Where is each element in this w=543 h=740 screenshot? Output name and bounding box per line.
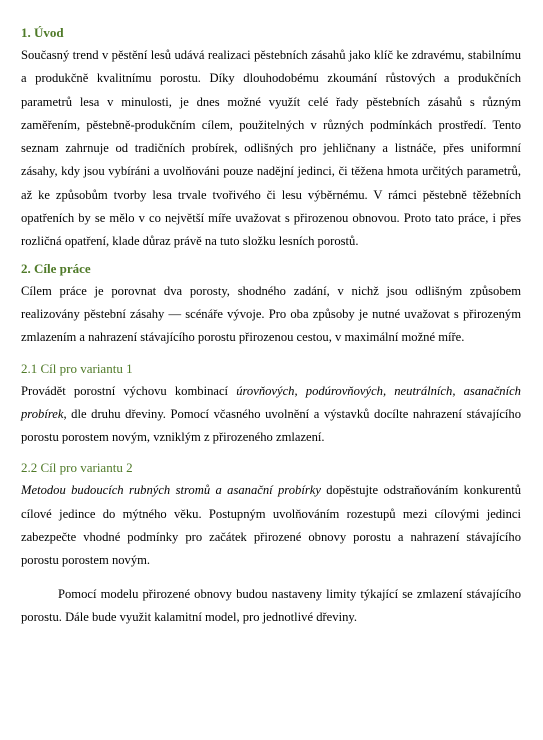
section-heading-goals: 2. Cíle práce bbox=[21, 260, 91, 276]
variant-2-text-b: dopěstujte odstraňováním konkurentů cílové jedince do mýtného věku. Postupným uvolňováním rozestupů mezi cílovými jedinci zabezpečte vhodné podmínky pro začátek přirozené obnovy porostu a nahrazení stávajícího porostu porostem novým. bbox=[21, 483, 521, 568]
variant-1-text-a: Provádět porostní výchovu kombinací bbox=[21, 383, 237, 398]
variant-1-text-b: , dle druhu dřeviny. Pomocí včasného uvolnění a výstavků docílte nahrazení stávajícího porostu porostem novým, vzniklým z přirozeného zmlazení. bbox=[21, 406, 521, 445]
section-heading-introduction: 1. Úvod bbox=[21, 25, 64, 40]
subsection-heading-variant-1: 2.1 Cíl pro variantu 1 bbox=[21, 360, 133, 376]
document-page bbox=[21, 24, 521, 629]
variant-1-italic-methods: úrovňových, podúrovňových, neutrálních, asanačních probírek bbox=[21, 383, 521, 421]
goals-paragraph: Cílem práce je porovnat dva porosty, shodného zadání, v nichž jsou odlišným způsobem realizovány pěstební zásahy — scénáře vývoje. Pro oba způsoby je nutné uvažovat s přirozeným zmlazením a nahrazení stávajícího porostu přirozenou cestou, v maximální možné míře. bbox=[21, 283, 521, 345]
variant-2-paragraph bbox=[21, 479, 521, 572]
introduction-paragraph: Současný trend v pěstění lesů udává realizaci pěstebních zásahů jako klíč ke zdravému, stabilnímu a produkčně kvalitnímu porostu. Díky dlouhodobému zkoumání růstových a produkčních parametrů lesa v minulosti, je dnes možné využít celé řady pěstebních zásahů s různým zaměřením, pěstebně-produkčním cílem, použitelných v různých podmínkách prostředí. Tento seznam zahrnuje od tradičních probírek, odlišných pro jehličnany a listnáče, přes uniformní zásahy, kdy jsou vybíráni a uvolňováni pouze nadějní jedinci, či těžena hmota určitých parametrů, až ke způsobům tvorby lesa trvale tvořivého či lesu výběrnému. V rámci pěstebně těžebních opatřeních by se mělo v co největší míře uvažovat s přirozenou obnovou. Proto tato práce, i přes rozličná opatření, klade důraz právě na tuto složku lesních porostů. bbox=[21, 48, 521, 249]
variant-1-paragraph bbox=[21, 380, 521, 450]
closing-paragraph: Pomocí modelu přirozené obnovy budou nastaveny limity týkající se zmlazení stávajícího porostu. Dále bude využit kalamitní model, pro jednotlivé dřeviny. bbox=[21, 586, 521, 624]
subsection-heading-variant-2: 2.2 Cíl pro variantu 2 bbox=[21, 460, 133, 476]
variant-2-italic-method: Metodou budoucích rubných stromů a asanační probírky bbox=[21, 483, 321, 498]
